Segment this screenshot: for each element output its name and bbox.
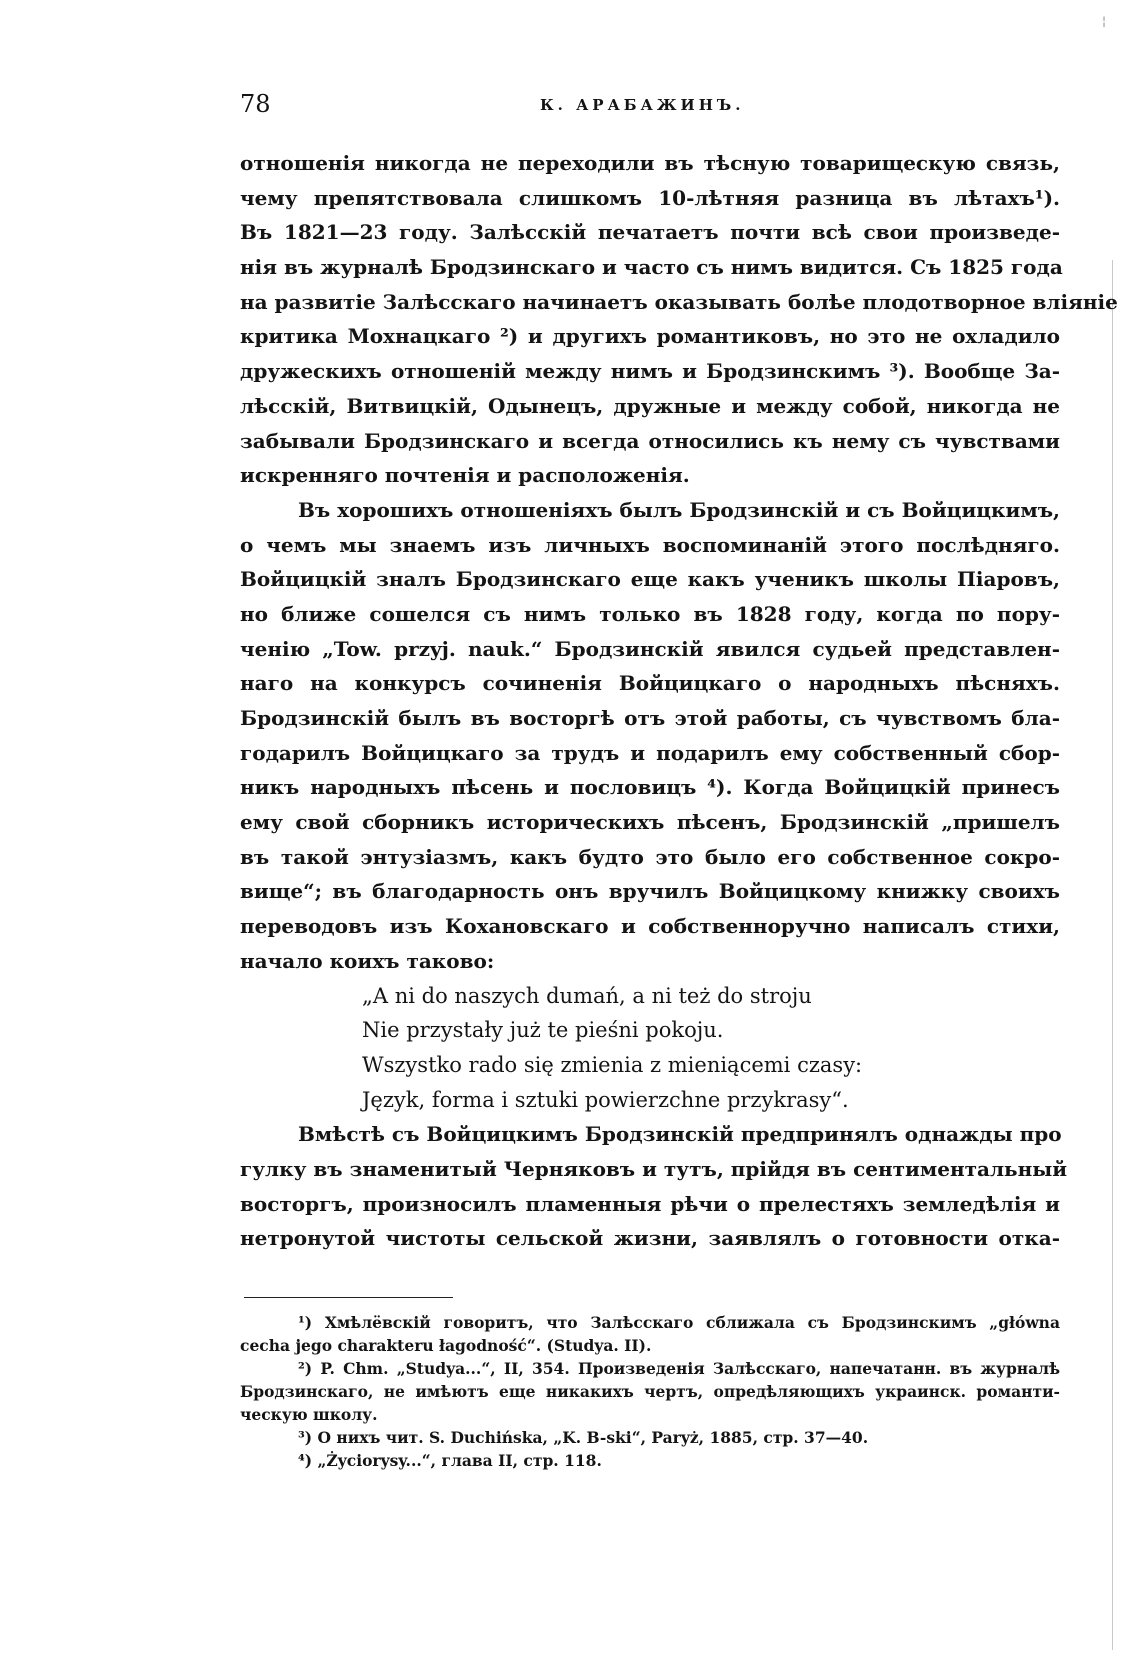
paragraph-start-line: Въ хорошихъ отношеніяхъ былъ Бродзинскій и съ Войцицкимъ, [298,497,1061,522]
poem-line: Język, forma i sztuki powierzchne przykrasy“. [362,1087,849,1112]
text-line: гулку въ знаменитый Черняковъ и тутъ, прійдя въ сентиментальный [240,1156,1068,1181]
text-line: годарилъ Войцицкаго за трудъ и подарилъ ему собственный сбор- [240,740,1060,765]
text-line: восторгъ, произносилъ пламенныя рѣчи о прелестяхъ земледѣлія и [240,1191,1060,1216]
scan-edge-line [1112,260,1113,1650]
text-line: ченію „Tow. przyj. nauk.“ Бродзинскій явился судьей представлен- [240,636,1060,661]
text-line: ему свой сборникъ историческихъ пѣсенъ, Бродзинскій „пришелъ [240,810,1060,835]
footnote-line: cecha jego charakteru łagodność“. (Studya. II). [240,1336,652,1355]
text-line: отношенія никогда не переходили въ тѣсную товарищескую связь, [240,151,1060,175]
text-line: о чемъ мы знаемъ изъ личныхъ воспоминаній этого послѣдняго. [240,532,1060,557]
page-number: 78 [240,90,271,118]
footnote-separator [244,1297,453,1298]
text-line: чему препятствовала слишкомъ 10-лѣтняя разница въ лѣтахъ¹). [240,185,1060,210]
text-line: искренняго почтенія и расположенія. [240,463,690,488]
text-line: Бродзинскій былъ въ восторгѣ отъ этой работы, съ чувствомъ бла- [240,706,1060,730]
text-line: въ такой энтузіазмъ, какъ будто это было его собственное сокро- [240,844,1060,869]
text-line: забывали Бродзинскаго и всегда относились къ нему съ чувствами [240,428,1060,453]
text-line: начало коихъ таково: [240,948,495,973]
footnote-line: ³) О нихъ чит. S. Duchińska, „K. B-ski“, Paryż, 1885, стр. 37—40. [298,1428,869,1447]
page-header [240,90,1060,124]
footnote-line: ческую школу. [240,1405,378,1424]
text-line: Войцицкій зналъ Бродзинскаго еще какъ ученикъ школы Піаровъ, [240,567,1060,592]
footnote-line: ⁴) „Życiorysy...“, глава II, стр. 118. [298,1451,602,1470]
text-line: Въ 1821—23 году. Залѣсскій печатаетъ почти всѣ свои произведе- [240,220,1060,245]
footnote-line: Бродзинскаго, не имѣютъ еще никакихъ чертъ, опредѣляющихъ украинск. романти- [240,1382,1060,1401]
footnotes [240,1311,1060,1472]
scan-mark: ¦ [1102,14,1107,28]
running-head: К. АРАБАЖИНЪ. [540,96,745,114]
footnote-line: ²) P. Chm. „Studya...“, II, 354. Произведенія Залѣсскаго, напечатанн. въ журналѣ [298,1359,1060,1378]
text-line: вище“; въ благодарность онъ вручилъ Войцицкому книжку своихъ [240,879,1060,904]
text-line: лѣсскій, Витвицкій, Одынецъ, дружные и между собой, никогда не [240,393,1060,418]
main-text [240,146,1118,1256]
text-line: наго на конкурсъ сочиненія Войцицкаго о народныхъ пѣсняхъ. [240,671,1060,696]
paragraph-start-line: Вмѣстѣ съ Войцицкимъ Бродзинскій предпринялъ однажды про [298,1122,1062,1147]
text-line: дружескихъ отношеній между нимъ и Бродзинскимъ ³). Вообще За- [240,359,1060,384]
poem-line: Nie przystały już te pieśni pokoju. [362,1018,724,1043]
poem-line: Wszystko rado się zmienia z mieniącemi czasy: [362,1052,863,1077]
text-line: переводовъ изъ Кохановскаго и собственноручно написалъ стихи, [240,914,1060,939]
text-line: но ближе сошелся съ нимъ только въ 1828 году, когда по пору- [240,601,1060,626]
poem-line: „A ni do naszych dumań, a ni też do stroju [362,983,812,1008]
text-line: никъ народныхъ пѣсень и пословицъ ⁴). Когда Войцицкій принесъ [240,775,1060,800]
text-line: на развитіе Залѣсскаго начинаетъ оказывать болѣе плодотворное вліяніе [240,289,1118,314]
text-line: нетронутой чистоты сельской жизни, заявлялъ о готовности отка- [240,1226,1060,1251]
text-line: критика Мохнацкаго ²) и другихъ романтиковъ, но это не охладило [240,324,1060,349]
text-line: нія въ журналѣ Бродзинскаго и часто съ нимъ видится. Съ 1825 года [240,255,1063,280]
poem-quote [240,979,1060,1118]
footnote-line: ¹) Хмѣлёвскій говоритъ, что Залѣсскаго сближала съ Бродзинскимъ „główna [298,1313,1060,1332]
